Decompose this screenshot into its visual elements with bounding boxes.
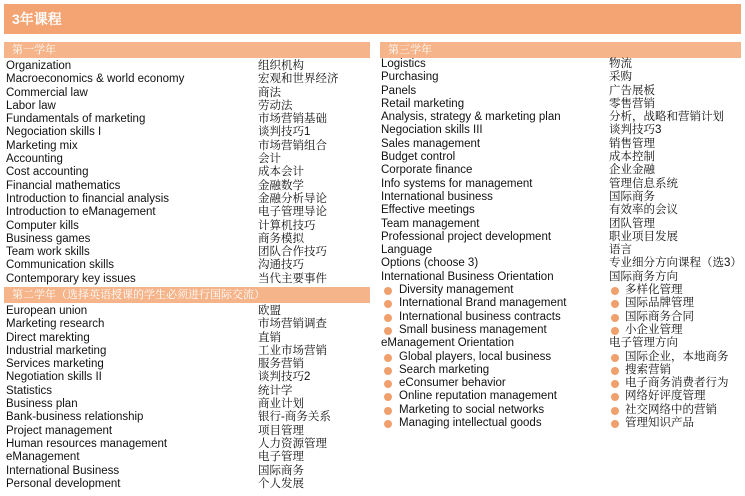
- bullet-dot-icon: [611, 407, 619, 415]
- course-name-cn: 搜索营销: [625, 363, 671, 376]
- course-name-cn: 采购: [609, 71, 632, 84]
- course-name-cn: 宏观和世界经济: [258, 73, 339, 86]
- course-name-en: Logistics: [381, 58, 426, 70]
- bullet-dot-icon: [611, 314, 619, 322]
- bullet-dot-icon: [384, 420, 392, 428]
- course-name-en: Sales management: [381, 137, 481, 150]
- course-name-cn: 电子管理导论: [258, 206, 327, 219]
- year2-course-list: [6, 305, 370, 491]
- course-name-cn: 管理知识产品: [625, 417, 694, 430]
- course-name-en: Computer kills: [6, 219, 79, 232]
- course-name-en: Search marketing: [399, 363, 490, 376]
- bullet-dot-icon: [384, 393, 392, 401]
- course-name-en: Organization: [6, 60, 72, 72]
- course-name-cn: 国际商务合同: [625, 310, 694, 323]
- course-name-cn: 商法: [258, 86, 281, 99]
- course-row: [381, 324, 741, 337]
- course-row: [381, 297, 741, 310]
- course-name-cn: 团队管理: [609, 217, 655, 230]
- course-row: [6, 220, 370, 233]
- course-name-en: Services marketing: [6, 358, 104, 371]
- course-name-cn: 市场营销基础: [258, 113, 327, 126]
- course-name-cn: 沟通技巧: [258, 259, 304, 272]
- course-row: [6, 166, 370, 179]
- bullet-dot-icon: [384, 354, 392, 362]
- course-name-cn: 工业市场营销: [258, 344, 327, 357]
- course-row: [6, 60, 370, 73]
- course-row: [381, 284, 741, 297]
- course-name-cn: 人力资源管理: [258, 437, 327, 450]
- course-name-en: Diversity management: [399, 284, 514, 297]
- bullet-dot-icon: [611, 354, 619, 362]
- course-name-cn: 当代主要事件: [258, 272, 327, 285]
- course-row: [6, 332, 370, 345]
- course-row: [381, 151, 741, 164]
- bullet-dot-icon: [611, 380, 619, 388]
- course-row: [381, 111, 741, 124]
- course-row: [6, 100, 370, 113]
- course-name-en: Negociation skills III: [381, 124, 483, 137]
- course-name-en: Professional project development: [381, 230, 552, 243]
- course-row: [6, 305, 370, 318]
- course-name-en: Marketing to social networks: [399, 403, 545, 416]
- course-row: [6, 345, 370, 358]
- course-name-en: Options (choose 3): [381, 257, 479, 270]
- course-name-cn: 销售管理: [609, 137, 655, 150]
- course-name-cn: 零售营销: [609, 97, 655, 110]
- bullet-dot-icon: [611, 287, 619, 295]
- course-name-cn: 职业项目发展: [609, 230, 678, 243]
- bullet-dot-icon: [384, 407, 392, 415]
- course-row: [381, 58, 741, 71]
- course-name-cn: 分析，战略和营销计划: [609, 111, 724, 124]
- course-name-cn: 项目管理: [258, 424, 304, 437]
- course-name-en: Team management: [381, 217, 480, 230]
- course-row: [6, 385, 370, 398]
- course-name-cn: 国际商务: [609, 190, 655, 203]
- course-row: [6, 465, 370, 478]
- course-name-cn: 直销: [258, 331, 281, 344]
- course-row: [381, 178, 741, 191]
- course-name-en: Financial mathematics: [6, 179, 121, 192]
- course-row: [381, 138, 741, 151]
- course-name-en: Info systems for management: [381, 177, 533, 190]
- course-name-cn: 统计学: [258, 384, 293, 397]
- course-name-cn: 欧盟: [258, 305, 281, 317]
- bullet-dot-icon: [611, 300, 619, 308]
- course-name-en: Communication skills: [6, 259, 115, 272]
- course-row: [6, 233, 370, 246]
- course-name-en: International Brand management: [399, 297, 567, 310]
- course-row: [381, 311, 741, 324]
- course-name-en: International Business Orientation: [381, 270, 554, 283]
- course-name-cn: 会计: [258, 153, 281, 166]
- course-name-cn: 社交网络中的营销: [625, 403, 717, 416]
- course-name-en: Macroeconomics & world economy: [6, 73, 185, 86]
- course-name-cn: 国际企业，本地商务: [625, 350, 729, 363]
- course-row: [6, 140, 370, 153]
- course-name-en: Negotiation skills II: [6, 371, 102, 384]
- course-name-cn: 专业细分方向课程（选3）: [609, 257, 742, 270]
- bullet-dot-icon: [384, 367, 392, 375]
- course-name-cn: 国际商务方向: [609, 270, 678, 283]
- course-row: [381, 85, 741, 98]
- course-name-cn: 计算机技巧: [258, 219, 316, 232]
- year1-heading: 第一学年: [4, 42, 370, 58]
- course-row: [381, 124, 741, 137]
- course-name-cn: 有效率的会议: [609, 204, 678, 217]
- course-name-en: Online reputation management: [399, 390, 557, 403]
- course-name-cn: 金融分析导论: [258, 192, 327, 205]
- year2-heading: 第二学年（选择英语授课的学生必须进行国际交流）: [4, 287, 370, 303]
- course-name-en: Marketing mix: [6, 139, 78, 152]
- course-row: [6, 193, 370, 206]
- course-name-cn: 组织机构: [258, 60, 304, 72]
- bullet-dot-icon: [611, 420, 619, 428]
- course-name-en: Panels: [381, 84, 417, 97]
- course-name-en: Labor law: [6, 99, 56, 112]
- course-name-en: International business: [381, 190, 493, 203]
- course-name-en: eManagement Orientation: [381, 337, 514, 350]
- course-name-en: Managing intellectual goods: [399, 417, 542, 430]
- course-row: [6, 73, 370, 86]
- course-row: [381, 71, 741, 84]
- course-name-cn: 国际商务: [258, 464, 304, 477]
- course-row: [6, 358, 370, 371]
- course-name-en: Contemporary key issues: [6, 272, 136, 285]
- course-name-cn: 网络好评度管理: [625, 390, 706, 403]
- course-name-cn: 电子管理: [258, 451, 304, 464]
- course-row: [381, 98, 741, 111]
- course-name-cn: 成本会计: [258, 166, 304, 179]
- course-name-cn: 商业计划: [258, 398, 304, 411]
- course-row: [6, 478, 370, 491]
- course-name-cn: 市场营销调查: [258, 318, 327, 331]
- course-name-en: Introduction to financial analysis: [6, 192, 170, 205]
- course-name-en: eManagement: [6, 451, 80, 464]
- course-name-en: Global players, local business: [399, 350, 552, 363]
- course-name-en: Statistics: [6, 384, 53, 397]
- course-name-en: Cost accounting: [6, 166, 89, 179]
- bullet-dot-icon: [384, 300, 392, 308]
- bullet-dot-icon: [611, 367, 619, 375]
- course-name-en: Retail marketing: [381, 97, 465, 110]
- course-row: [6, 259, 370, 272]
- course-row: [6, 113, 370, 126]
- bullet-dot-icon: [611, 393, 619, 401]
- course-row: [381, 390, 741, 403]
- course-name-en: Fundamentals of marketing: [6, 113, 146, 126]
- course-name-en: International business contracts: [399, 310, 561, 323]
- course-name-cn: 商务模拟: [258, 232, 304, 245]
- course-name-cn: 语言: [609, 244, 632, 257]
- course-name-en: Budget control: [381, 151, 456, 164]
- course-row: [381, 271, 741, 284]
- course-name-cn: 谈判技巧3: [609, 124, 662, 137]
- course-name-cn: 国际品牌管理: [625, 297, 694, 310]
- course-name-en: Business plan: [6, 398, 78, 411]
- course-name-en: Direct marekting: [6, 331, 90, 344]
- course-row: [381, 191, 741, 204]
- year3-course-list: [381, 58, 741, 430]
- course-name-en: Industrial marketing: [6, 344, 107, 357]
- course-row: [381, 404, 741, 417]
- course-name-en: Personal development: [6, 477, 121, 490]
- course-row: [6, 153, 370, 166]
- course-name-cn: 广告展板: [609, 84, 655, 97]
- course-row: [381, 417, 741, 430]
- course-name-en: Effective meetings: [381, 204, 475, 217]
- course-name-cn: 物流: [609, 58, 632, 70]
- bullet-dot-icon: [384, 327, 392, 335]
- course-name-en: Project management: [6, 424, 113, 437]
- course-name-en: Marketing research: [6, 318, 105, 331]
- course-row: [6, 206, 370, 219]
- course-name-cn: 谈判技巧1: [258, 126, 311, 139]
- course-name-en: Business games: [6, 232, 91, 245]
- course-row: [6, 371, 370, 384]
- course-name-cn: 金融数学: [258, 179, 304, 192]
- course-row: [381, 218, 741, 231]
- course-row: [6, 425, 370, 438]
- course-row: [381, 351, 741, 364]
- course-row: [6, 451, 370, 464]
- year1-course-list: [6, 60, 370, 286]
- bullet-dot-icon: [384, 314, 392, 322]
- bullet-dot-icon: [384, 380, 392, 388]
- course-name-cn: 企业金融: [609, 164, 655, 177]
- course-name-cn: 市场营销组合: [258, 139, 327, 152]
- course-row: [6, 398, 370, 411]
- course-name-cn: 劳动法: [258, 99, 293, 112]
- bullet-dot-icon: [384, 287, 392, 295]
- course-row: [381, 257, 741, 270]
- course-row: [6, 87, 370, 100]
- course-row: [6, 438, 370, 451]
- course-row: [381, 164, 741, 177]
- course-name-en: Corporate finance: [381, 164, 473, 177]
- course-row: [381, 337, 741, 350]
- course-name-cn: 多样化管理: [625, 284, 683, 297]
- course-name-en: Negociation skills I: [6, 126, 102, 139]
- course-name-cn: 电子管理方向: [609, 337, 678, 350]
- course-name-en: Analysis, strategy & marketing plan: [381, 111, 561, 124]
- year3-heading: 第三学年: [380, 42, 741, 58]
- course-name-en: Commercial law: [6, 86, 88, 99]
- course-name-en: eConsumer behavior: [399, 377, 506, 390]
- bullet-dot-icon: [611, 327, 619, 335]
- course-name-cn: 团队合作技巧: [258, 246, 327, 259]
- course-name-en: Accounting: [6, 153, 63, 166]
- course-row: [6, 318, 370, 331]
- course-name-en: European union: [6, 305, 88, 317]
- course-name-en: Human resources management: [6, 437, 168, 450]
- course-name-en: International Business: [6, 464, 120, 477]
- course-name-en: Purchasing: [381, 71, 439, 84]
- course-name-cn: 成本控制: [609, 151, 655, 164]
- course-name-cn: 个人发展: [258, 477, 304, 490]
- course-name-cn: 电子商务消费者行为: [625, 377, 729, 390]
- course-name-cn: 谈判技巧2: [258, 371, 311, 384]
- course-row: [6, 273, 370, 286]
- course-row: [6, 411, 370, 424]
- course-row: [381, 364, 741, 377]
- course-name-cn: 服务营销: [258, 358, 304, 371]
- course-row: [6, 180, 370, 193]
- course-name-en: Team work skills: [6, 246, 90, 259]
- course-name-cn: 小企业管理: [625, 323, 683, 336]
- course-name-en: Language: [381, 244, 433, 257]
- course-name-en: Bank-business relationship: [6, 411, 144, 424]
- course-row: [381, 231, 741, 244]
- course-row: [6, 126, 370, 139]
- course-name-en: Introduction to eManagement: [6, 206, 156, 219]
- course-name-en: Small business management: [399, 323, 547, 336]
- course-row: [381, 377, 741, 390]
- course-name-cn: 管理信息系统: [609, 177, 678, 190]
- course-row: [381, 244, 741, 257]
- course-row: [6, 246, 370, 259]
- course-name-cn: 银行-商务关系: [258, 411, 331, 424]
- page-title: 3年课程: [4, 4, 741, 34]
- course-row: [381, 204, 741, 217]
